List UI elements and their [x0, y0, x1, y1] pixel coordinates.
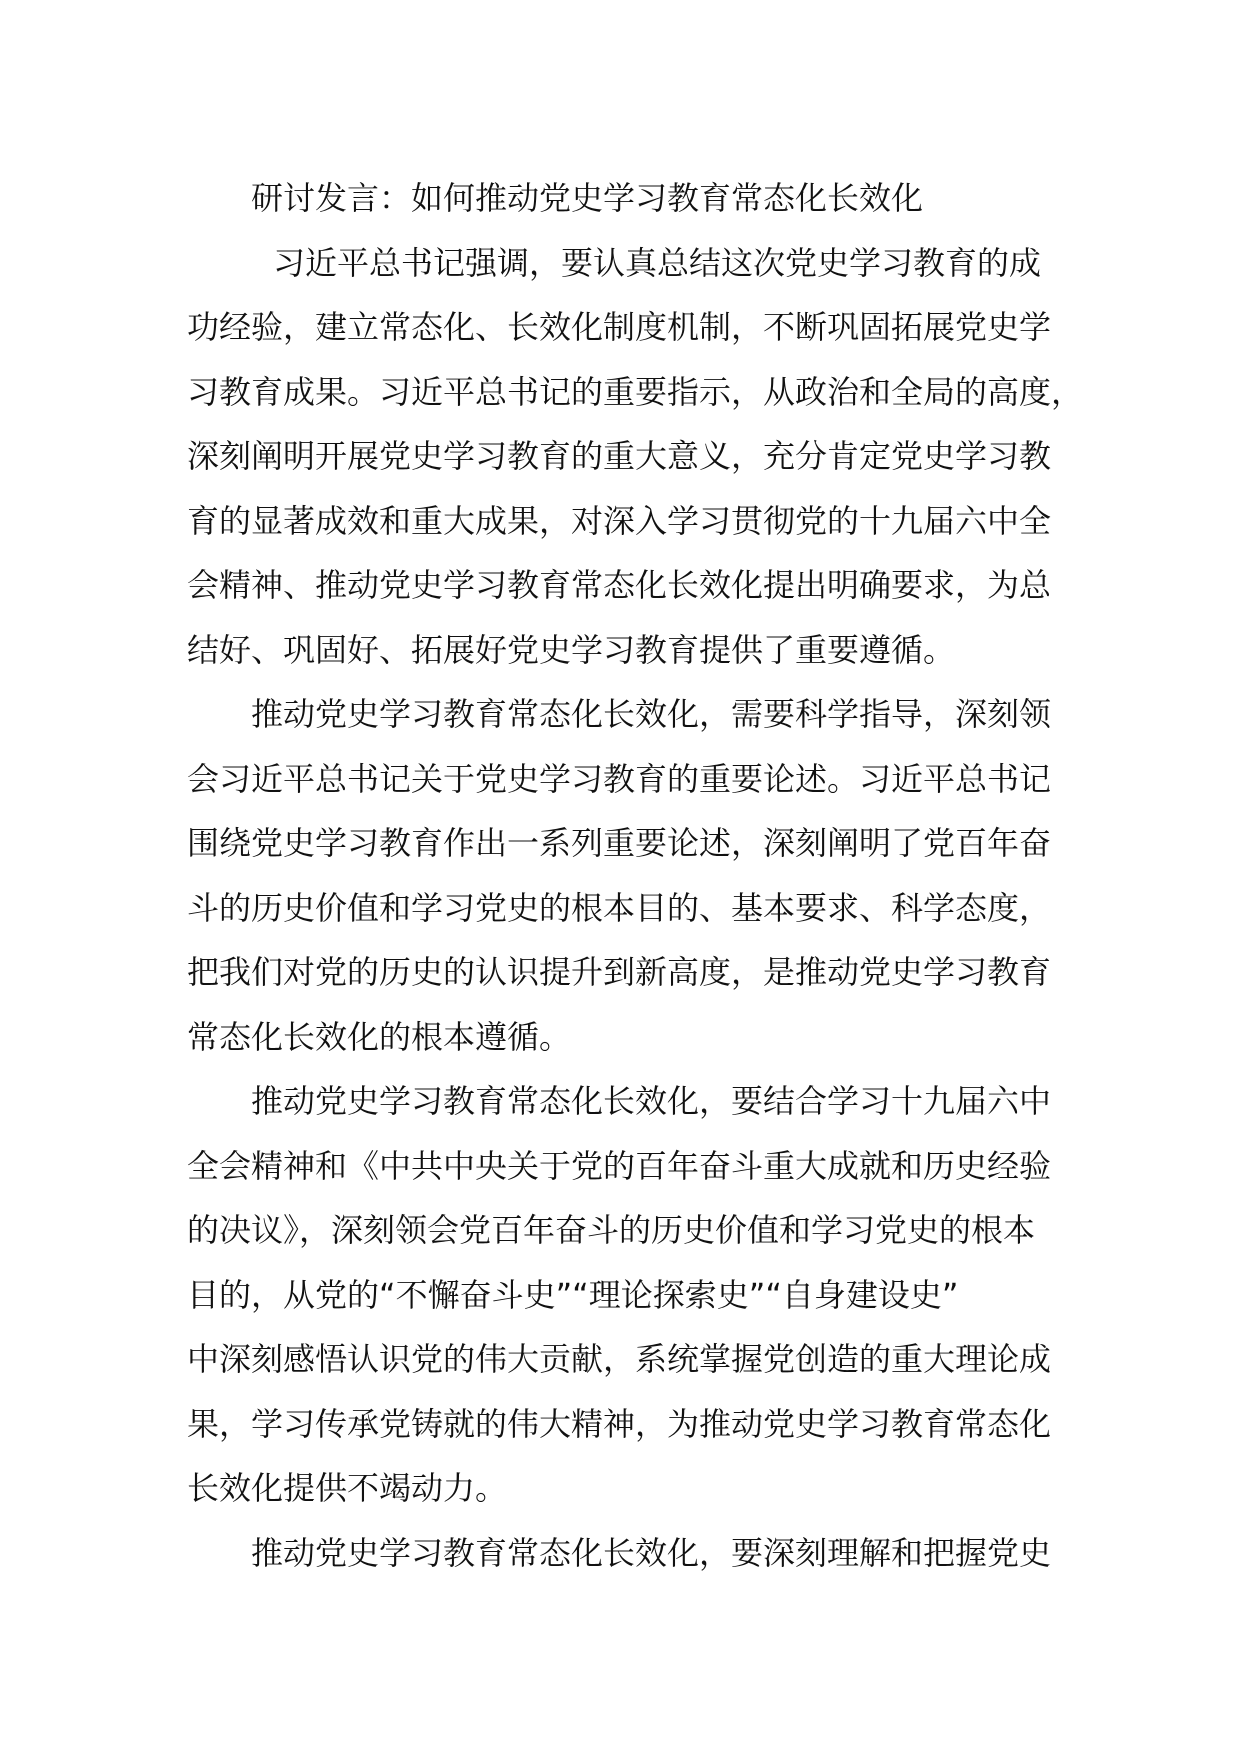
paragraph-line: 深刻阐明开展党史学习教育的重大意义，充分肯定党史学习教	[187, 437, 1052, 475]
paragraph-line: 斗的历史价值和学习党史的根本目的、基本要求、科学态度，	[187, 888, 1052, 927]
paragraph-line: 习教育成果。习近平总书记的重要指示，从政治和全局的高度，	[187, 372, 1084, 411]
paragraph-1	[187, 231, 1087, 683]
paragraph-3	[187, 1069, 1087, 1521]
paragraph-line: 长效化提供不竭动力。	[187, 1469, 508, 1507]
paragraph-line: 育的显著成效和重大成果，对深入学习贯彻党的十九届六中全	[187, 501, 1052, 540]
paragraph-line: 会习近平总书记关于党史学习教育的重要论述。习近平总书记	[187, 759, 1052, 798]
paragraph-line: 果，学习传承党铸就的伟大精神，为推动党史学习教育常态化	[187, 1404, 1052, 1443]
paragraph-line: 会精神、推动党史学习教育常态化长效化提出明确要求，为总	[187, 566, 1052, 604]
document-title: 研讨发言：如何推动党史学习教育常态化长效化	[251, 179, 924, 217]
paragraph-line: 结好、巩固好、拓展好党史学习教育提供了重要遵循。	[187, 630, 956, 669]
paragraph-line: 全会精神和《中共中央关于党的百年奋斗重大成就和历史经验	[187, 1146, 1052, 1185]
paragraph-4	[187, 1521, 1087, 1586]
paragraph-line: 推动党史学习教育常态化长效化，需要科学指导，深刻领	[251, 695, 1052, 733]
paragraph-line: 习近平总书记强调，要认真总结这次党史学习教育的成	[273, 243, 1042, 282]
document-body	[187, 166, 1087, 1585]
paragraph-line: 常态化长效化的根本遵循。	[187, 1017, 572, 1056]
paragraph-line: 围绕党史学习教育作出一系列重要论述，深刻阐明了党百年奋	[187, 824, 1052, 862]
paragraph-line: 推动党史学习教育常态化长效化，要深刻理解和把握党史	[251, 1533, 1052, 1572]
paragraph-line: 把我们对党的历史的认识提升到新高度，是推动党史学习教育	[187, 953, 1052, 991]
paragraph-line: 推动党史学习教育常态化长效化，要结合学习十九届六中	[251, 1082, 1052, 1120]
paragraph-line: 功经验，建立常态化、长效化制度机制，不断巩固拓展党史学	[187, 308, 1052, 346]
paragraph-line: 的决议》，深刻领会党百年奋斗的历史价值和学习党史的根本	[187, 1211, 1036, 1249]
paragraph-2	[187, 682, 1087, 1069]
paragraph-line: 目的，从党的“不懈奋斗史”“理论探索史”“自身建设史”	[187, 1275, 959, 1314]
paragraph-line: 中深刻感悟认识党的伟大贡献，系统掌握党创造的重大理论成	[187, 1340, 1052, 1378]
